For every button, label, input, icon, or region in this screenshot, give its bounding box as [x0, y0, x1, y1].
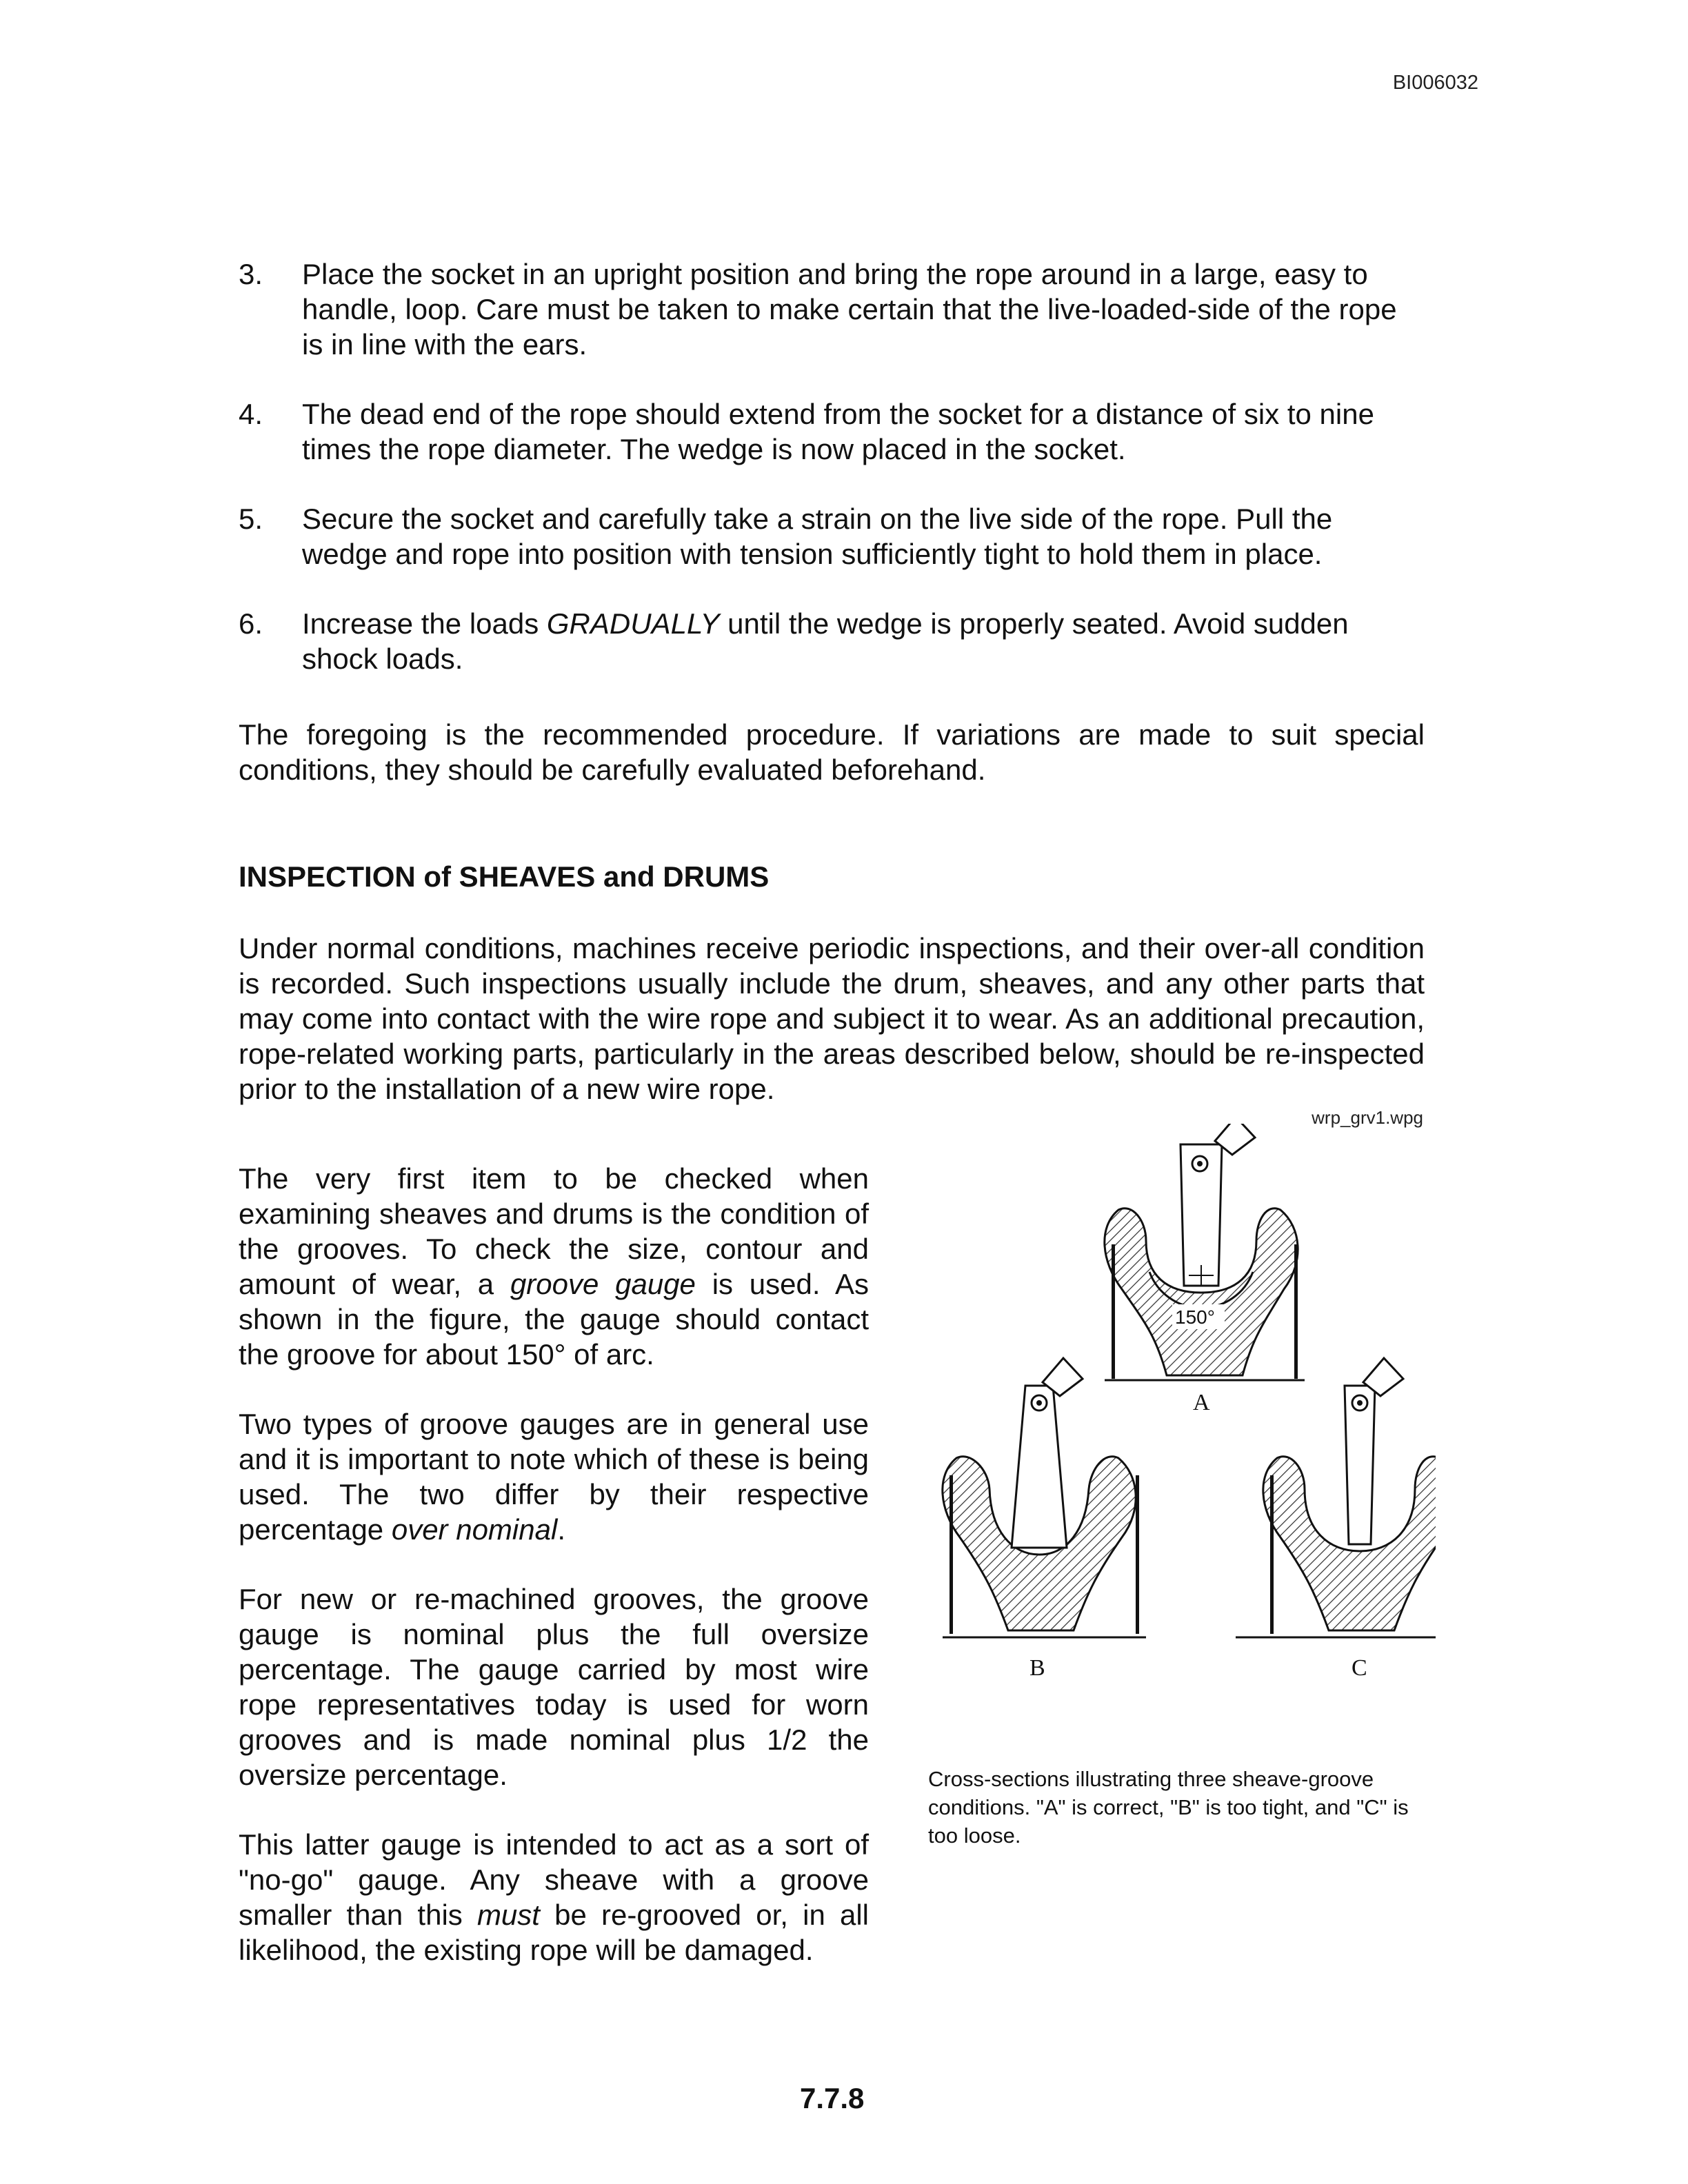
emphasis-text: GRADUALLY — [546, 607, 720, 640]
figure-file-tag: wrp_grv1.wpg — [1312, 1107, 1423, 1128]
intro-paragraph: Under normal conditions, machines receive periodic inspections, and their over-all condition is recorded. Such inspections usually include the drum, sheaves, and any other parts that may come into contact with the wire rope and subject it to wear. As an additional precaution, rope-related working parts, particularly in the areas described below, should be re-inspected prior to the installation of a new wire rope. — [239, 932, 1425, 1105]
step-item — [239, 501, 1425, 572]
groove-check-paragraph: The very first item to be checked when examining sheaves and drums is the condition of the grooves. To check the size, contour and amount of wear, a groove gauge is used. As shown in the figure, the gauge should contact the groove for about 150° of arc. — [239, 1162, 869, 1371]
no-go-paragraph: This latter gauge is intended to act as a sort of "no-go" gauge. Any sheave with a groove smaller than this must be re-grooved or, in all likelihood, the existing rope will be damaged. — [239, 1828, 869, 1966]
section-heading: INSPECTION of SHEAVES and DRUMS — [239, 860, 770, 893]
new-grooves-paragraph: For new or re-machined grooves, the groove gauge is nominal plus the full oversize percentage. The gauge carried by most wire rope representatives today is used for worn grooves and is made nominal plus 1/2 the oversize percentage. — [239, 1583, 869, 1791]
figure-caption: Cross-sections illustrating three sheave-groove conditions. "A" is correct, "B" is too tight, and "C" is too loose. — [928, 1767, 1409, 1848]
step-item — [239, 256, 1425, 362]
foregoing-paragraph: The foregoing is the recommended procedure. If variations are made to suit special conditions, they should be carefully evaluated beforehand. — [239, 718, 1425, 786]
step-text: Increase the loads GRADUALLY until the wedge is properly seated. Avoid sudden shock loads. — [302, 607, 1349, 675]
sheave-a — [1105, 1124, 1305, 1415]
procedure-steps — [239, 256, 1425, 711]
step-item — [239, 396, 1425, 467]
sheave-c — [1236, 1358, 1436, 1681]
sheave-b — [943, 1358, 1146, 1681]
angle-label: 150° — [1175, 1306, 1215, 1328]
sheave-groove-figure — [932, 1124, 1436, 1717]
step-number: 6. — [239, 607, 263, 640]
document-id: BI006032 — [1392, 72, 1478, 94]
label-c: C — [1352, 1655, 1367, 1681]
step-number: 5. — [239, 503, 263, 535]
step-number: 4. — [239, 398, 263, 430]
step-number: 3. — [239, 258, 263, 290]
step-item — [239, 606, 1425, 676]
gauge-types-paragraph: Two types of groove gauges are in general use and it is important to note which of these is being used. The two differ by their respective percentage over nominal. — [239, 1408, 869, 1546]
body-column — [239, 1161, 869, 2002]
step-text: Place the socket in an upright position and bring the rope around in a large, easy to handle, loop. Care must be taken to make certain that the live-loaded-side of the rope is in line with the ears. — [302, 258, 1397, 361]
step-text: The dead end of the rope should extend from the socket for a distance of six to nine times the rope diameter. The wedge is now placed in the socket. — [302, 398, 1374, 465]
page-number: 7.7.8 — [800, 2082, 865, 2114]
label-b: B — [1029, 1655, 1045, 1681]
step-text: Secure the socket and carefully take a strain on the live side of the rope. Pull the wedge and rope into position with tension sufficiently tight to hold them in place. — [302, 503, 1333, 570]
label-a: A — [1193, 1390, 1210, 1415]
